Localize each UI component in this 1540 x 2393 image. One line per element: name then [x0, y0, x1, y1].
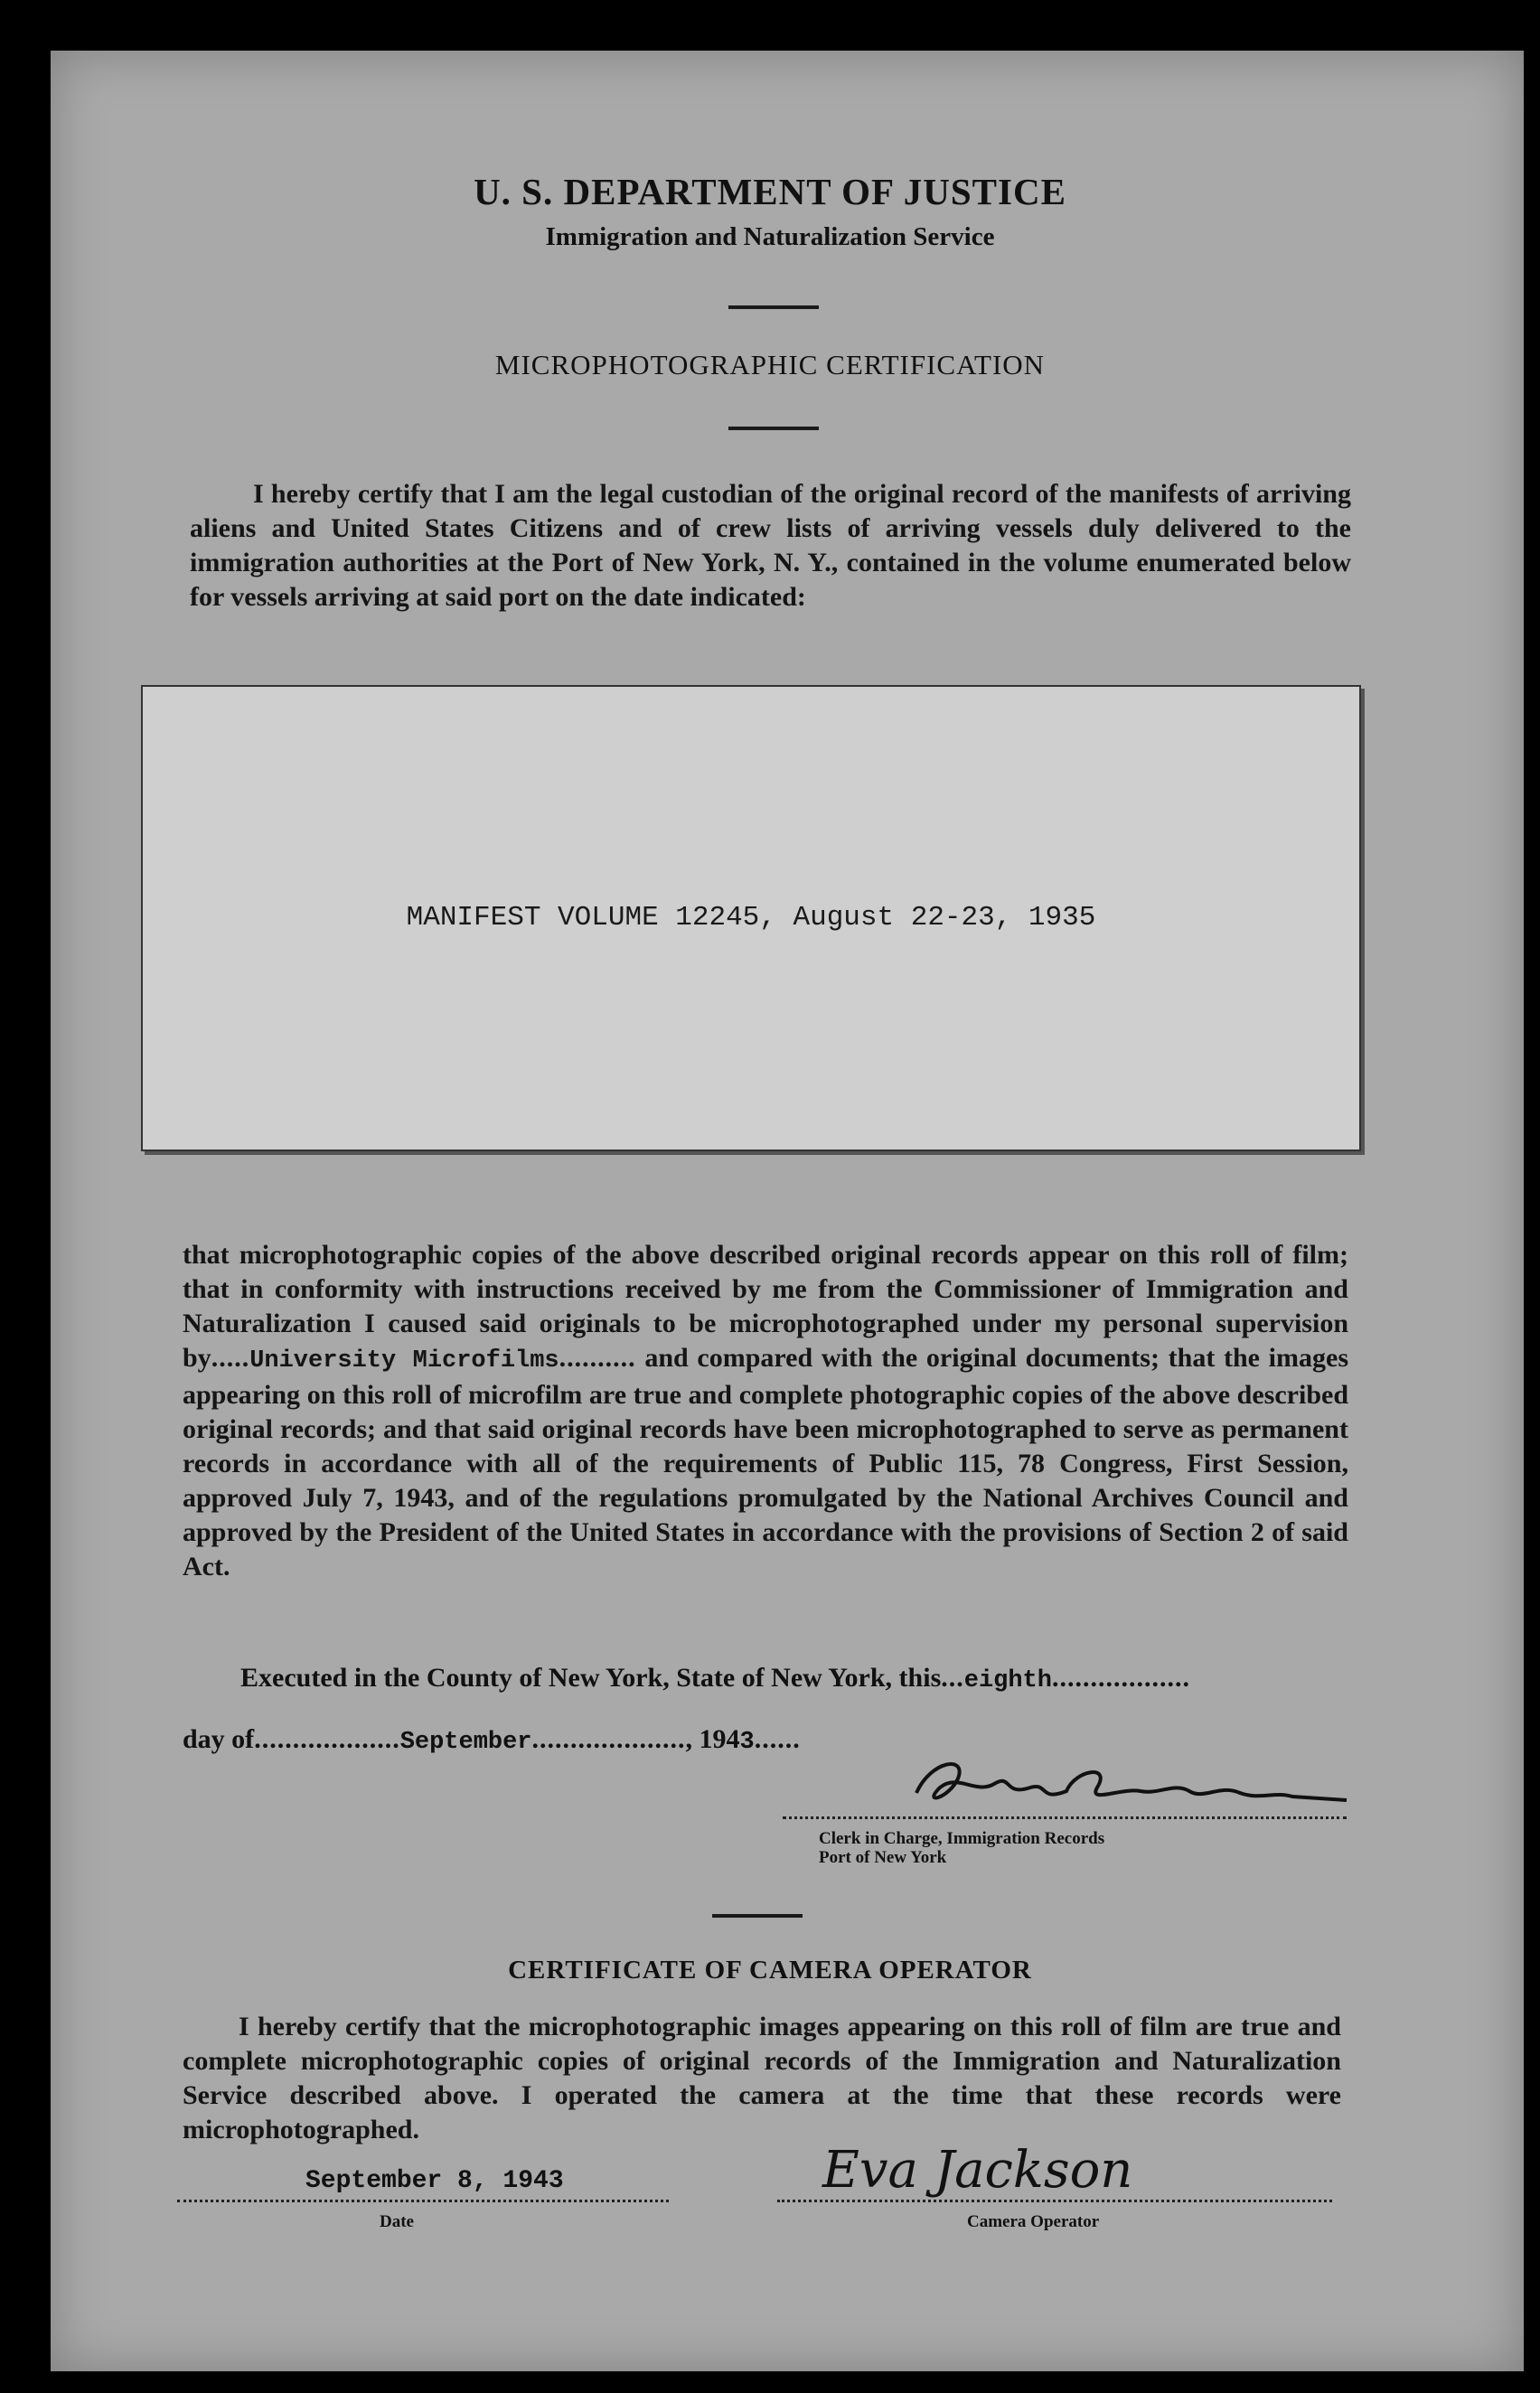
- operator-signature-text: Eva Jackson: [822, 2141, 1133, 2200]
- year-prefix: , 194: [685, 1724, 740, 1754]
- clerk-title-line2: Port of New York: [819, 1848, 947, 1867]
- operator-signature: [813, 2131, 1265, 2203]
- department-heading: U. S. DEPARTMENT OF JUSTICE: [474, 171, 1066, 212]
- clerk-title: [819, 1829, 1104, 1867]
- operator-label: Camera Operator: [967, 2212, 1100, 2231]
- manifest-volume-text: MANIFEST VOLUME 12245, August 22-23, 1935: [406, 902, 1096, 934]
- clerk-title-line1: Clerk in Charge, Immigration Records: [819, 1829, 1105, 1848]
- camera-certificate-text: I hereby certify that the microphotographic images appearing on this roll of film are true and complete microphotographic copies of original records of the Immigration and Naturalization Service described above. I operated the camera at the time that these records were microphotographed.: [183, 2012, 1341, 2144]
- execution-month: September: [399, 1729, 532, 1756]
- certification-title: MICROPHOTOGRAPHIC CERTIFICATION: [494, 349, 1046, 380]
- intro-paragraph: I hereby certify that I am the legal custodian of the original record of the manifests of arriving aliens and United States Citizens and of crew lists of arriving vessels duly delivered to the immigration authorities at the Port of New York, N. Y., contained in the volume enumerated below for vessels arriving at said port on the date indicated:: [190, 479, 1351, 612]
- day-of-label: day of: [183, 1724, 255, 1754]
- filmed-by-value: University Microfilms: [249, 1347, 559, 1375]
- execution-line: Executed in the County of New York, State of New York, this...eighth..................: [240, 1663, 1190, 1694]
- date-label: Date: [380, 2212, 414, 2231]
- camera-certificate-title: CERTIFICATE OF CAMERA OPERATOR: [508, 1956, 1032, 1985]
- execution-text: Executed in the County of New York, State of New York, this: [240, 1663, 942, 1693]
- manifest-box: [141, 685, 1361, 1151]
- body-text-a: that microphotographic copies of the above described original records appear on this roll of film; that in conformity with instructions received by me from the Commissioner of Immigration and Naturalization I caused said originals to be microphotographed under my personal supervision by: [183, 1240, 1348, 1373]
- divider: [728, 305, 819, 309]
- day-of-line: day of...................September...................., 1943......: [183, 1724, 801, 1756]
- body-text-b: and compared with the original documents; that the images appearing on this roll of microfilm are true and complete photographic copies of the above described original records; and that said original records have been microphotographed to serve as permanent records in accordance with all of the requirements of Public 115, 78 Congress, First Session, approved July 7, 1943, and of the regulations promulgated by the National Archives Council and approved by the President of the United States in accordance with the provisions of Section 2 of said Act.: [183, 1343, 1348, 1581]
- clerk-signature-line: [783, 1816, 1347, 1819]
- certificate-date-value: September 8, 1943: [305, 2167, 564, 2195]
- divider: [712, 1914, 803, 1918]
- divider: [728, 427, 819, 430]
- year-digit: 3: [739, 1729, 755, 1756]
- date-signature-line: [177, 2200, 669, 2202]
- service-subheading: Immigration and Naturalization Service: [545, 222, 995, 251]
- operator-signature-line: [777, 2200, 1332, 2202]
- execution-day: eighth: [963, 1667, 1052, 1694]
- clerk-signature: [904, 1751, 1356, 1824]
- certification-body: that microphotographic copies of the above described original records appear on this roll of film; that in conformity with instructions received by me from the Commissioner of Immigration and Naturalization I caused said originals to be microphotographed under my personal supervision by.....University Microfilms.......... and compared with the original documents; that the images appearing on this roll of microfilm are true and complete photographic copies of the above described original records; and that said original records have been microphotographed to serve as permanent records in accordance with all of the requirements of Public 115, 78 Congress, First Session, approved July 7, 1943, and of the regulations promulgated by the National Archives Council and approved by the President of the United States in accordance with the provisions of Section 2 of said Act.: [183, 1240, 1348, 1581]
